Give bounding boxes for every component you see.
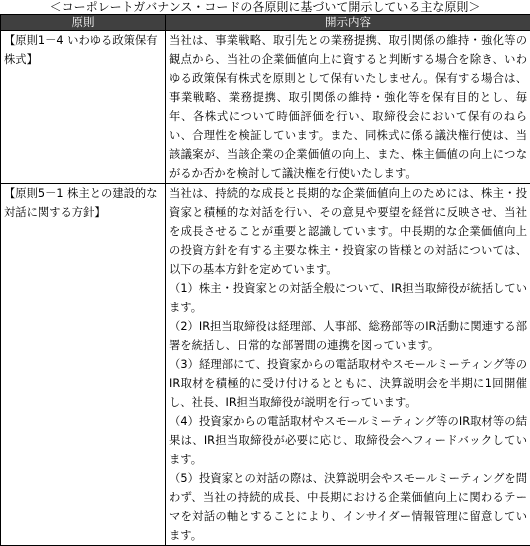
disclosure-cell-1-4 (166, 31, 530, 184)
table-caption: ＜コーポレートガバナンス・コードの各原則に基づいて開示している主な原則＞ (0, 0, 530, 14)
principles-table (0, 14, 530, 546)
disclosure-paragraph: 当社は、事業戦略、取引先との業務提携、取引関係の維持・強化等の観点から、当社の企業価値向上に資すると判断する場合を除き、いわゆる政策保有株式を原則として保有いたしません。保有する場合は、事業戦略、業務提携、取引関係の維持・強化等を保有目的とし、毎年、各株式について時価評価を行い、取締役会において保有のねらい、合理性を検証しています。また、同株式に係る議決権行使は、当該議案が、当該企業の企業価値の向上、また、株主価値の向上につながるか否かを検討して議決権を行使いたします。 (169, 31, 527, 183)
header-principle: 原則 (1, 15, 166, 31)
policy-item-1: （1）株主・投資家との対話全般について、IR担当取締役が統括しています。 (169, 279, 527, 317)
header-disclosure: 開示内容 (166, 15, 530, 31)
principle-name-5-1: 【原則5－1 株主との建設的な対話に関する方針】 (1, 184, 166, 546)
table-header-row (1, 15, 530, 31)
policy-item-5: （5）投資家との対話の際は、決算説明会やスモールミーティングを問わず、当社の持続的成長、中長期における企業価値向上に関わるテーマを対話の軸とすることにより、インサイダー情報管理に留意しています。 (169, 469, 527, 545)
table-row (1, 184, 530, 546)
table-row (1, 31, 530, 184)
disclosure-paragraph: 当社は、持続的な成長と長期的な企業価値向上のためには、株主・投資家と積極的な対話を行い、その意見や要望を経営に反映させ、当社を成長させることが重要と認識しています。中長期的な企業価値向上の投資方針を有する主要な株主・投資家の皆様との対話については、以下の基本方針を定めています。 (169, 184, 527, 279)
policy-item-2: （2）IR担当取締役は経理部、人事部、総務部等のIR活動に関連する部署を統括し、日常的な部署間の連携を図っています。 (169, 317, 527, 355)
policy-item-3: （3）経理部にて、投資家からの電話取材やスモールミーティング等のIR取材を積極的に受け付けるとともに、決算説明会を半期に1回開催し、社長、IR担当取締役が説明を行っています。 (169, 355, 527, 412)
principle-name-1-4: 【原則1－4 いわゆる政策保有株式】 (1, 31, 166, 184)
disclosure-cell-5-1 (166, 184, 530, 546)
policy-item-4: （4）投資家からの電話取材やスモールミーティング等のIR取材等の結果は、IR担当取締役が必要に応じ、取締役会へフィードバックしています。 (169, 412, 527, 469)
